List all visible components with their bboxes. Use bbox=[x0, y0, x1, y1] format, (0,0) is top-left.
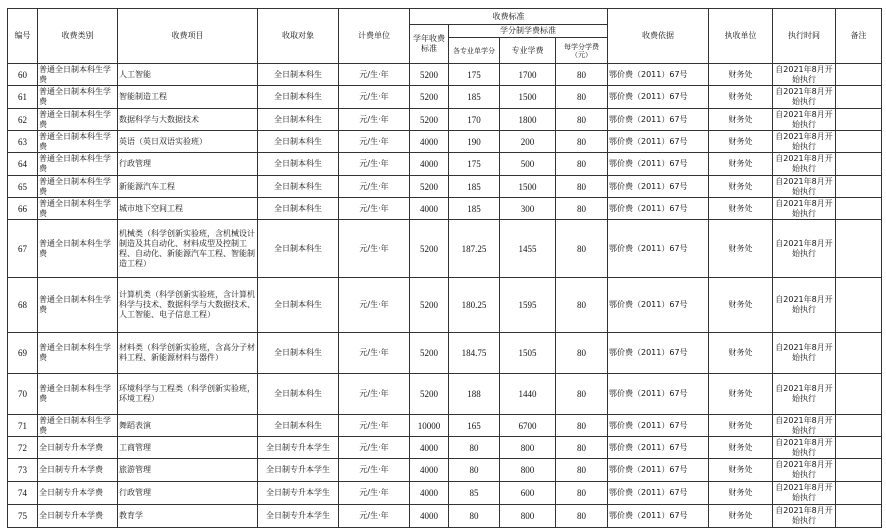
table-row bbox=[8, 198, 882, 220]
row-unit: 元/生·年 bbox=[339, 374, 410, 415]
table-row bbox=[8, 176, 882, 198]
row-category: 普通全日制本科生学费 bbox=[38, 333, 118, 374]
row-exec-time: 自2021年8月开始执行 bbox=[773, 109, 836, 131]
row-item: 机械类（科学创新实验班，含机械设计制造及其自动化、材料成型及控制工程、自动化、新能源汽车工程、智能制造工程） bbox=[118, 220, 258, 278]
row-major-fee: 800 bbox=[500, 505, 556, 528]
row-basis: 鄂价费（2011）67号 bbox=[608, 131, 709, 153]
row-no: 70 bbox=[8, 374, 38, 415]
row-major-fee: 200 bbox=[500, 131, 556, 153]
row-major-fee: 300 bbox=[500, 198, 556, 220]
row-tuition: 5200 bbox=[410, 220, 449, 278]
row-item: 工商管理 bbox=[118, 437, 258, 459]
row-basis: 鄂价费（2011）67号 bbox=[608, 64, 709, 86]
row-unit: 元/生·年 bbox=[339, 333, 410, 374]
row-exec-time: 自2021年8月开始执行 bbox=[773, 482, 836, 505]
row-remark bbox=[836, 153, 882, 176]
row-exec-time: 自2021年8月开始执行 bbox=[773, 278, 836, 333]
row-remark bbox=[836, 505, 882, 528]
row-basis: 鄂价费（2011）67号 bbox=[608, 505, 709, 528]
row-basis: 鄂价费（2011）67号 bbox=[608, 109, 709, 131]
row-target: 全日制专升本学生 bbox=[258, 437, 339, 459]
row-no: 74 bbox=[8, 482, 38, 505]
row-per-credit-fee: 80 bbox=[556, 64, 608, 86]
row-unit: 元/生·年 bbox=[339, 131, 410, 153]
row-per-credit-fee: 80 bbox=[556, 131, 608, 153]
row-category: 普通全日制本科生学费 bbox=[38, 220, 118, 278]
row-unit: 元/生·年 bbox=[339, 153, 410, 176]
row-no: 71 bbox=[8, 415, 38, 437]
row-tuition: 5200 bbox=[410, 109, 449, 131]
row-basis: 鄂价费（2011）67号 bbox=[608, 86, 709, 109]
table-row bbox=[8, 153, 882, 176]
row-remark bbox=[836, 278, 882, 333]
row-target: 全日制专升本学生 bbox=[258, 505, 339, 528]
row-unit: 元/生·年 bbox=[339, 437, 410, 459]
row-target: 全日制本科生 bbox=[258, 109, 339, 131]
row-major-fee: 1440 bbox=[500, 374, 556, 415]
row-per-credit-fee: 80 bbox=[556, 437, 608, 459]
header-target: 收取对象 bbox=[258, 9, 339, 64]
row-no: 75 bbox=[8, 505, 38, 528]
row-major-fee: 1500 bbox=[500, 176, 556, 198]
row-tuition: 4000 bbox=[410, 459, 449, 482]
row-unit: 元/生·年 bbox=[339, 176, 410, 198]
row-no: 63 bbox=[8, 131, 38, 153]
row-per-major-subtotal: 80 bbox=[449, 437, 500, 459]
row-basis: 鄂价费（2011）67号 bbox=[608, 220, 709, 278]
row-no: 69 bbox=[8, 333, 38, 374]
row-basis: 鄂价费（2011）67号 bbox=[608, 482, 709, 505]
row-no: 73 bbox=[8, 459, 38, 482]
fee-table bbox=[7, 8, 882, 528]
row-tuition: 5200 bbox=[410, 333, 449, 374]
row-exec-time: 自2021年8月开始执行 bbox=[773, 415, 836, 437]
row-item: 智能制造工程 bbox=[118, 86, 258, 109]
row-target: 全日制本科生 bbox=[258, 86, 339, 109]
row-per-major-subtotal: 185 bbox=[449, 176, 500, 198]
row-category: 全日制专升本学费 bbox=[38, 505, 118, 528]
row-no: 61 bbox=[8, 86, 38, 109]
row-category: 普通全日制本科生学费 bbox=[38, 153, 118, 176]
row-tuition: 5200 bbox=[410, 86, 449, 109]
row-no: 62 bbox=[8, 109, 38, 131]
row-major-fee: 1700 bbox=[500, 64, 556, 86]
row-remark bbox=[836, 176, 882, 198]
row-item: 新能源汽车工程 bbox=[118, 176, 258, 198]
header-tuition: 学年收费标准 bbox=[410, 25, 449, 64]
row-per-major-subtotal: 185 bbox=[449, 86, 500, 109]
row-exec-time: 自2021年8月开始执行 bbox=[773, 220, 836, 278]
row-collector: 财务处 bbox=[709, 220, 773, 278]
row-item: 英语（英日双语实验班） bbox=[118, 131, 258, 153]
row-collector: 财务处 bbox=[709, 153, 773, 176]
row-target: 全日制本科生 bbox=[258, 131, 339, 153]
table-row bbox=[8, 220, 882, 278]
row-remark bbox=[836, 86, 882, 109]
row-exec-time: 自2021年8月开始执行 bbox=[773, 505, 836, 528]
row-category: 普通全日制本科生学费 bbox=[38, 86, 118, 109]
row-no: 67 bbox=[8, 220, 38, 278]
row-remark bbox=[836, 415, 882, 437]
row-target: 全日制本科生 bbox=[258, 64, 339, 86]
row-per-credit-fee: 80 bbox=[556, 109, 608, 131]
row-item: 行政管理 bbox=[118, 482, 258, 505]
row-category: 全日制专升本学费 bbox=[38, 437, 118, 459]
row-item: 人工智能 bbox=[118, 64, 258, 86]
header-per-major-subtotal: 各专业单学分 bbox=[449, 38, 500, 64]
row-unit: 元/生·年 bbox=[339, 64, 410, 86]
row-major-fee: 1800 bbox=[500, 109, 556, 131]
table-row bbox=[8, 482, 882, 505]
row-tuition: 5200 bbox=[410, 278, 449, 333]
row-collector: 财务处 bbox=[709, 482, 773, 505]
row-item: 材料类（科学创新实验班，含高分子材料工程、新能源材料与器件） bbox=[118, 333, 258, 374]
row-per-major-subtotal: 80 bbox=[449, 459, 500, 482]
row-tuition: 5200 bbox=[410, 374, 449, 415]
row-target: 全日制本科生 bbox=[258, 220, 339, 278]
row-collector: 财务处 bbox=[709, 64, 773, 86]
row-exec-time: 自2021年8月开始执行 bbox=[773, 153, 836, 176]
row-per-major-subtotal: 184.75 bbox=[449, 333, 500, 374]
row-remark bbox=[836, 374, 882, 415]
row-unit: 元/生·年 bbox=[339, 482, 410, 505]
header-basis: 收费依据 bbox=[608, 9, 709, 64]
row-remark bbox=[836, 109, 882, 131]
row-per-major-subtotal: 175 bbox=[449, 153, 500, 176]
row-tuition: 5200 bbox=[410, 176, 449, 198]
row-exec-time: 自2021年8月开始执行 bbox=[773, 131, 836, 153]
header-standard: 收费标准 bbox=[410, 9, 608, 25]
row-per-credit-fee: 80 bbox=[556, 374, 608, 415]
row-per-credit-fee: 80 bbox=[556, 459, 608, 482]
row-tuition: 4000 bbox=[410, 437, 449, 459]
row-basis: 鄂价费（2011）67号 bbox=[608, 153, 709, 176]
row-per-credit-fee: 80 bbox=[556, 153, 608, 176]
row-no: 64 bbox=[8, 153, 38, 176]
row-category: 普通全日制本科生学费 bbox=[38, 278, 118, 333]
row-major-fee: 800 bbox=[500, 437, 556, 459]
row-tuition: 4000 bbox=[410, 153, 449, 176]
row-unit: 元/生·年 bbox=[339, 86, 410, 109]
row-no: 66 bbox=[8, 198, 38, 220]
row-no: 72 bbox=[8, 437, 38, 459]
row-collector: 财务处 bbox=[709, 131, 773, 153]
row-basis: 鄂价费（2011）67号 bbox=[608, 437, 709, 459]
row-tuition: 10000 bbox=[410, 415, 449, 437]
row-basis: 鄂价费（2011）67号 bbox=[608, 176, 709, 198]
row-category: 普通全日制本科生学费 bbox=[38, 374, 118, 415]
header-credit-standard: 学分制学费标准 bbox=[449, 25, 608, 38]
row-category: 普通全日制本科生学费 bbox=[38, 415, 118, 437]
row-unit: 元/生·年 bbox=[339, 220, 410, 278]
row-major-fee: 1595 bbox=[500, 278, 556, 333]
row-major-fee: 1500 bbox=[500, 86, 556, 109]
row-collector: 财务处 bbox=[709, 86, 773, 109]
row-per-major-subtotal: 85 bbox=[449, 482, 500, 505]
row-basis: 鄂价费（2011）67号 bbox=[608, 415, 709, 437]
row-unit: 元/生·年 bbox=[339, 505, 410, 528]
row-item: 行政管理 bbox=[118, 153, 258, 176]
row-exec-time: 自2021年8月开始执行 bbox=[773, 437, 836, 459]
row-per-credit-fee: 80 bbox=[556, 86, 608, 109]
header-category: 收费类别 bbox=[38, 9, 118, 64]
table-row bbox=[8, 415, 882, 437]
row-tuition: 4000 bbox=[410, 482, 449, 505]
row-per-credit-fee: 80 bbox=[556, 220, 608, 278]
row-target: 全日制本科生 bbox=[258, 176, 339, 198]
row-category: 普通全日制本科生学费 bbox=[38, 198, 118, 220]
row-collector: 财务处 bbox=[709, 176, 773, 198]
row-tuition: 5200 bbox=[410, 64, 449, 86]
row-exec-time: 自2021年8月开始执行 bbox=[773, 64, 836, 86]
row-per-credit-fee: 80 bbox=[556, 198, 608, 220]
row-per-major-subtotal: 187.25 bbox=[449, 220, 500, 278]
row-exec-time: 自2021年8月开始执行 bbox=[773, 459, 836, 482]
row-unit: 元/生·年 bbox=[339, 278, 410, 333]
row-per-credit-fee: 80 bbox=[556, 482, 608, 505]
row-item: 数据科学与大数据技术 bbox=[118, 109, 258, 131]
row-collector: 财务处 bbox=[709, 374, 773, 415]
row-exec-time: 自2021年8月开始执行 bbox=[773, 176, 836, 198]
row-remark bbox=[836, 482, 882, 505]
row-per-major-subtotal: 165 bbox=[449, 415, 500, 437]
row-remark bbox=[836, 64, 882, 86]
table-row bbox=[8, 131, 882, 153]
row-target: 全日制专升本学生 bbox=[258, 459, 339, 482]
row-remark bbox=[836, 220, 882, 278]
row-major-fee: 1505 bbox=[500, 333, 556, 374]
row-per-credit-fee: 80 bbox=[556, 278, 608, 333]
row-target: 全日制本科生 bbox=[258, 333, 339, 374]
row-per-major-subtotal: 80 bbox=[449, 505, 500, 528]
row-major-fee: 800 bbox=[500, 459, 556, 482]
row-category: 全日制专升本学费 bbox=[38, 459, 118, 482]
row-item: 旅游管理 bbox=[118, 459, 258, 482]
row-unit: 元/生·年 bbox=[339, 415, 410, 437]
row-major-fee: 500 bbox=[500, 153, 556, 176]
row-basis: 鄂价费（2011）67号 bbox=[608, 459, 709, 482]
row-no: 68 bbox=[8, 278, 38, 333]
row-per-major-subtotal: 190 bbox=[449, 131, 500, 153]
row-basis: 鄂价费（2011）67号 bbox=[608, 198, 709, 220]
row-exec-time: 自2021年8月开始执行 bbox=[773, 198, 836, 220]
row-exec-time: 自2021年8月开始执行 bbox=[773, 86, 836, 109]
row-per-major-subtotal: 188 bbox=[449, 374, 500, 415]
row-target: 全日制本科生 bbox=[258, 198, 339, 220]
row-target: 全日制专升本学生 bbox=[258, 482, 339, 505]
row-unit: 元/生·年 bbox=[339, 109, 410, 131]
row-collector: 财务处 bbox=[709, 505, 773, 528]
row-item: 城市地下空间工程 bbox=[118, 198, 258, 220]
table-row bbox=[8, 459, 882, 482]
header-collector: 执收单位 bbox=[709, 9, 773, 64]
header-exec-time: 执行时间 bbox=[773, 9, 836, 64]
table-row bbox=[8, 109, 882, 131]
row-collector: 财务处 bbox=[709, 333, 773, 374]
row-collector: 财务处 bbox=[709, 459, 773, 482]
row-item: 舞蹈表演 bbox=[118, 415, 258, 437]
row-unit: 元/生·年 bbox=[339, 459, 410, 482]
header-major-fee: 专业学费 bbox=[500, 38, 556, 64]
header-remarks: 备注 bbox=[836, 9, 882, 64]
header-unit: 计费单位 bbox=[339, 9, 410, 64]
row-remark bbox=[836, 333, 882, 374]
row-target: 全日制本科生 bbox=[258, 374, 339, 415]
table-row bbox=[8, 86, 882, 109]
row-category: 普通全日制本科生学费 bbox=[38, 64, 118, 86]
row-exec-time: 自2021年8月开始执行 bbox=[773, 333, 836, 374]
row-collector: 财务处 bbox=[709, 198, 773, 220]
row-no: 65 bbox=[8, 176, 38, 198]
row-category: 普通全日制本科生学费 bbox=[38, 109, 118, 131]
table-row bbox=[8, 278, 882, 333]
row-remark bbox=[836, 131, 882, 153]
row-per-major-subtotal: 185 bbox=[449, 198, 500, 220]
row-target: 全日制本科生 bbox=[258, 415, 339, 437]
row-category: 普通全日制本科生学费 bbox=[38, 176, 118, 198]
row-tuition: 4000 bbox=[410, 198, 449, 220]
header-item: 收费项目 bbox=[118, 9, 258, 64]
row-major-fee: 600 bbox=[500, 482, 556, 505]
table-row bbox=[8, 333, 882, 374]
row-tuition: 4000 bbox=[410, 505, 449, 528]
row-basis: 鄂价费（2011）67号 bbox=[608, 278, 709, 333]
row-unit: 元/生·年 bbox=[339, 198, 410, 220]
row-tuition: 4000 bbox=[410, 131, 449, 153]
row-target: 全日制本科生 bbox=[258, 278, 339, 333]
row-major-fee: 6700 bbox=[500, 415, 556, 437]
row-basis: 鄂价费（2011）67号 bbox=[608, 333, 709, 374]
row-collector: 财务处 bbox=[709, 278, 773, 333]
row-no: 60 bbox=[8, 64, 38, 86]
row-item: 教育学 bbox=[118, 505, 258, 528]
row-per-major-subtotal: 175 bbox=[449, 64, 500, 86]
table-row bbox=[8, 374, 882, 415]
row-collector: 财务处 bbox=[709, 437, 773, 459]
row-remark bbox=[836, 437, 882, 459]
row-per-major-subtotal: 180.25 bbox=[449, 278, 500, 333]
row-basis: 鄂价费（2011）67号 bbox=[608, 374, 709, 415]
header-per-credit-fee: 每学分学费（元） bbox=[556, 38, 608, 64]
row-per-credit-fee: 80 bbox=[556, 415, 608, 437]
row-exec-time: 自2021年8月开始执行 bbox=[773, 374, 836, 415]
table-row bbox=[8, 505, 882, 528]
row-remark bbox=[836, 198, 882, 220]
row-item: 环境科学与工程类（科学创新实验班，环境工程） bbox=[118, 374, 258, 415]
row-category: 全日制专升本学费 bbox=[38, 482, 118, 505]
row-category: 普通全日制本科生学费 bbox=[38, 131, 118, 153]
row-collector: 财务处 bbox=[709, 109, 773, 131]
row-per-credit-fee: 80 bbox=[556, 333, 608, 374]
row-major-fee: 1455 bbox=[500, 220, 556, 278]
row-collector: 财务处 bbox=[709, 415, 773, 437]
row-per-credit-fee: 80 bbox=[556, 176, 608, 198]
row-per-major-subtotal: 170 bbox=[449, 109, 500, 131]
table-row bbox=[8, 64, 882, 86]
row-item: 计算机类（科学创新实验班，含计算机科学与技术、数据科学与大数据技术、人工智能、电子信息工程） bbox=[118, 278, 258, 333]
row-target: 全日制本科生 bbox=[258, 153, 339, 176]
header-no: 编号 bbox=[8, 9, 38, 64]
row-per-credit-fee: 80 bbox=[556, 505, 608, 528]
table-row bbox=[8, 437, 882, 459]
row-remark bbox=[836, 459, 882, 482]
